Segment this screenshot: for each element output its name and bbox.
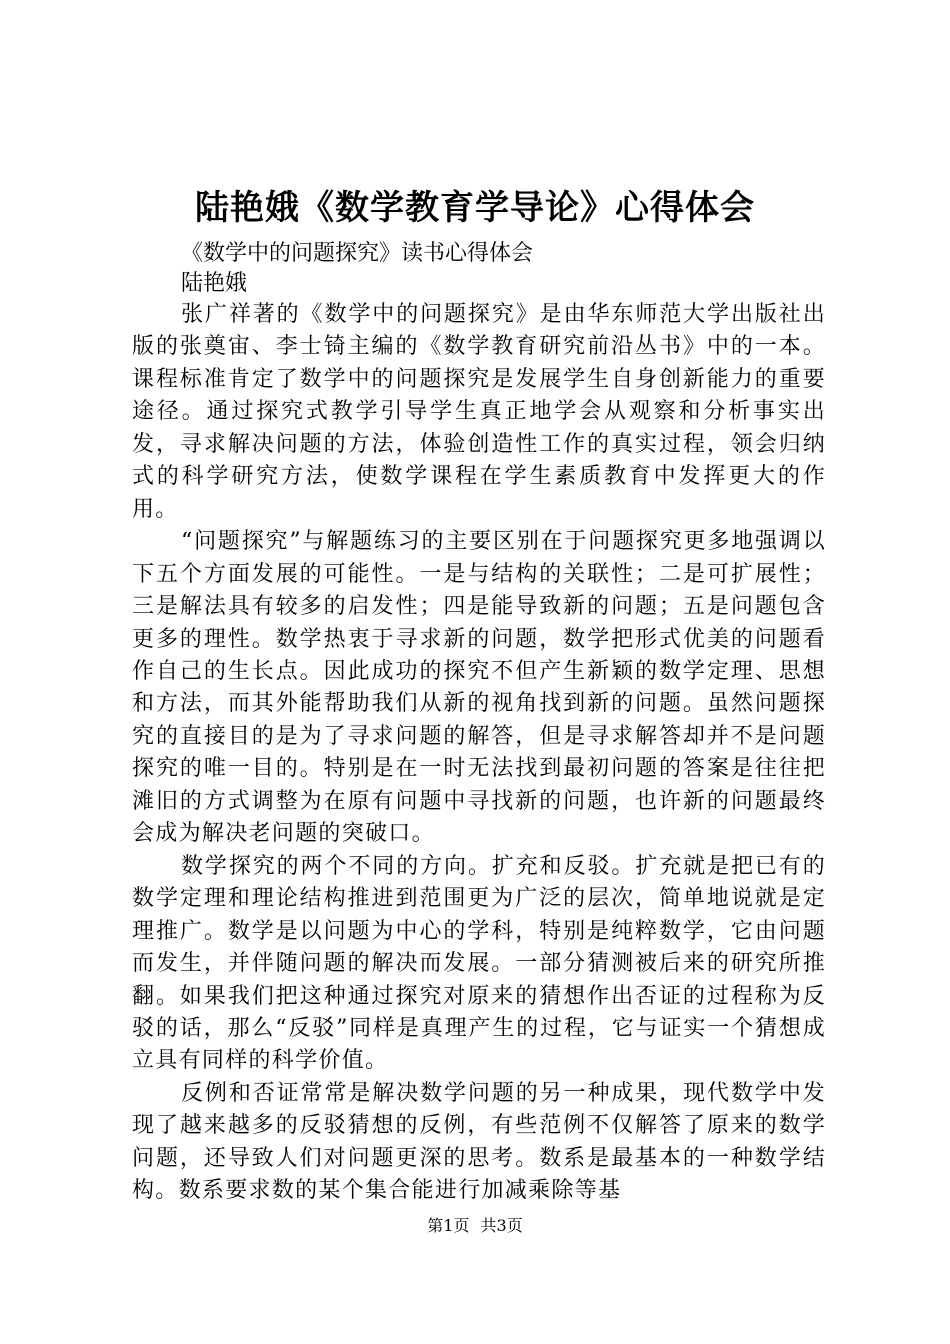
- body-paragraph: “问题探究”与解题练习的主要区别在于问题探究更多地强调以下五个方面发展的可能性。一是与结构的关联性；二是可扩展性；三是解法具有较多的启发性；四是能导致新的问题；五是问题包含更多的理性。数学热衷于寻求新的问题，数学把形式优美的问题看作自己的生长点。因此成功的探究不但产生新颖的数学定理、思想和方法，而其外能帮助我们从新的视角找到新的问题。虽然问题探究的直接目的是为了寻求问题的解答，但是寻求解答却并不是问题探究的唯一目的。特别是在一时无法找到最初问题的答案是往往把滩旧的方式调整为在原有问题中寻找新的问题，也许新的问题最终会成为解决老问题的突破口。: [132, 529, 826, 847]
- document-author: 陆艳娥: [181, 271, 248, 296]
- page-number: 第1页: [427, 1216, 470, 1235]
- body-paragraph: 反例和否证常常是解决数学问题的另一种成果，现代数学中发现了越来越多的反驳猜想的反例，有些范例不仅解答了原来的数学问题，还导致人们对问题更深的思考。数系是最基本的一种数学结构。数系要求数的某个集合能进行加减乘除等基: [132, 1080, 826, 1204]
- body-paragraph: 数学探究的两个不同的方向。扩充和反驳。扩充就是把已有的数学定理和理论结构推进到范围更为广泛的层次，简单地说就是定理推广。数学是以问题为中心的学科，特别是纯粹数学，它由问题而发生，并伴随问题的解决而发展。一部分猜测被后来的研究所推翻。如果我们把这种通过探究对原来的猜想作出否证的过程称为反驳的话，那么“反驳”同样是真理产生的过程，它与证实一个猜想成立具有同样的科学价值。: [132, 853, 826, 1074]
- document-title: 陆艳娥《数学教育学导论》心得体会: [195, 188, 755, 228]
- document-body: [132, 299, 826, 1208]
- page-total: 共3页: [480, 1216, 523, 1235]
- body-paragraph: 张广祥著的《数学中的问题探究》是由华东师范大学出版社出版的张奠宙、李士锜主编的《数学教育研究前沿丛书》中的一本。课程标准肯定了数学中的问题探究是发展学生自身创新能力的重要途径。通过探究式教学引导学生真正地学会从观察和分析事实出发，寻求解决问题的方法，体验创造性工作的真实过程，领会归纳式的科学研究方法，使数学课程在学生素质教育中发挥更大的作用。: [132, 302, 826, 522]
- page-footer: [0, 1214, 950, 1238]
- document-subtitle: 《数学中的问题探究》读书心得体会: [181, 241, 534, 266]
